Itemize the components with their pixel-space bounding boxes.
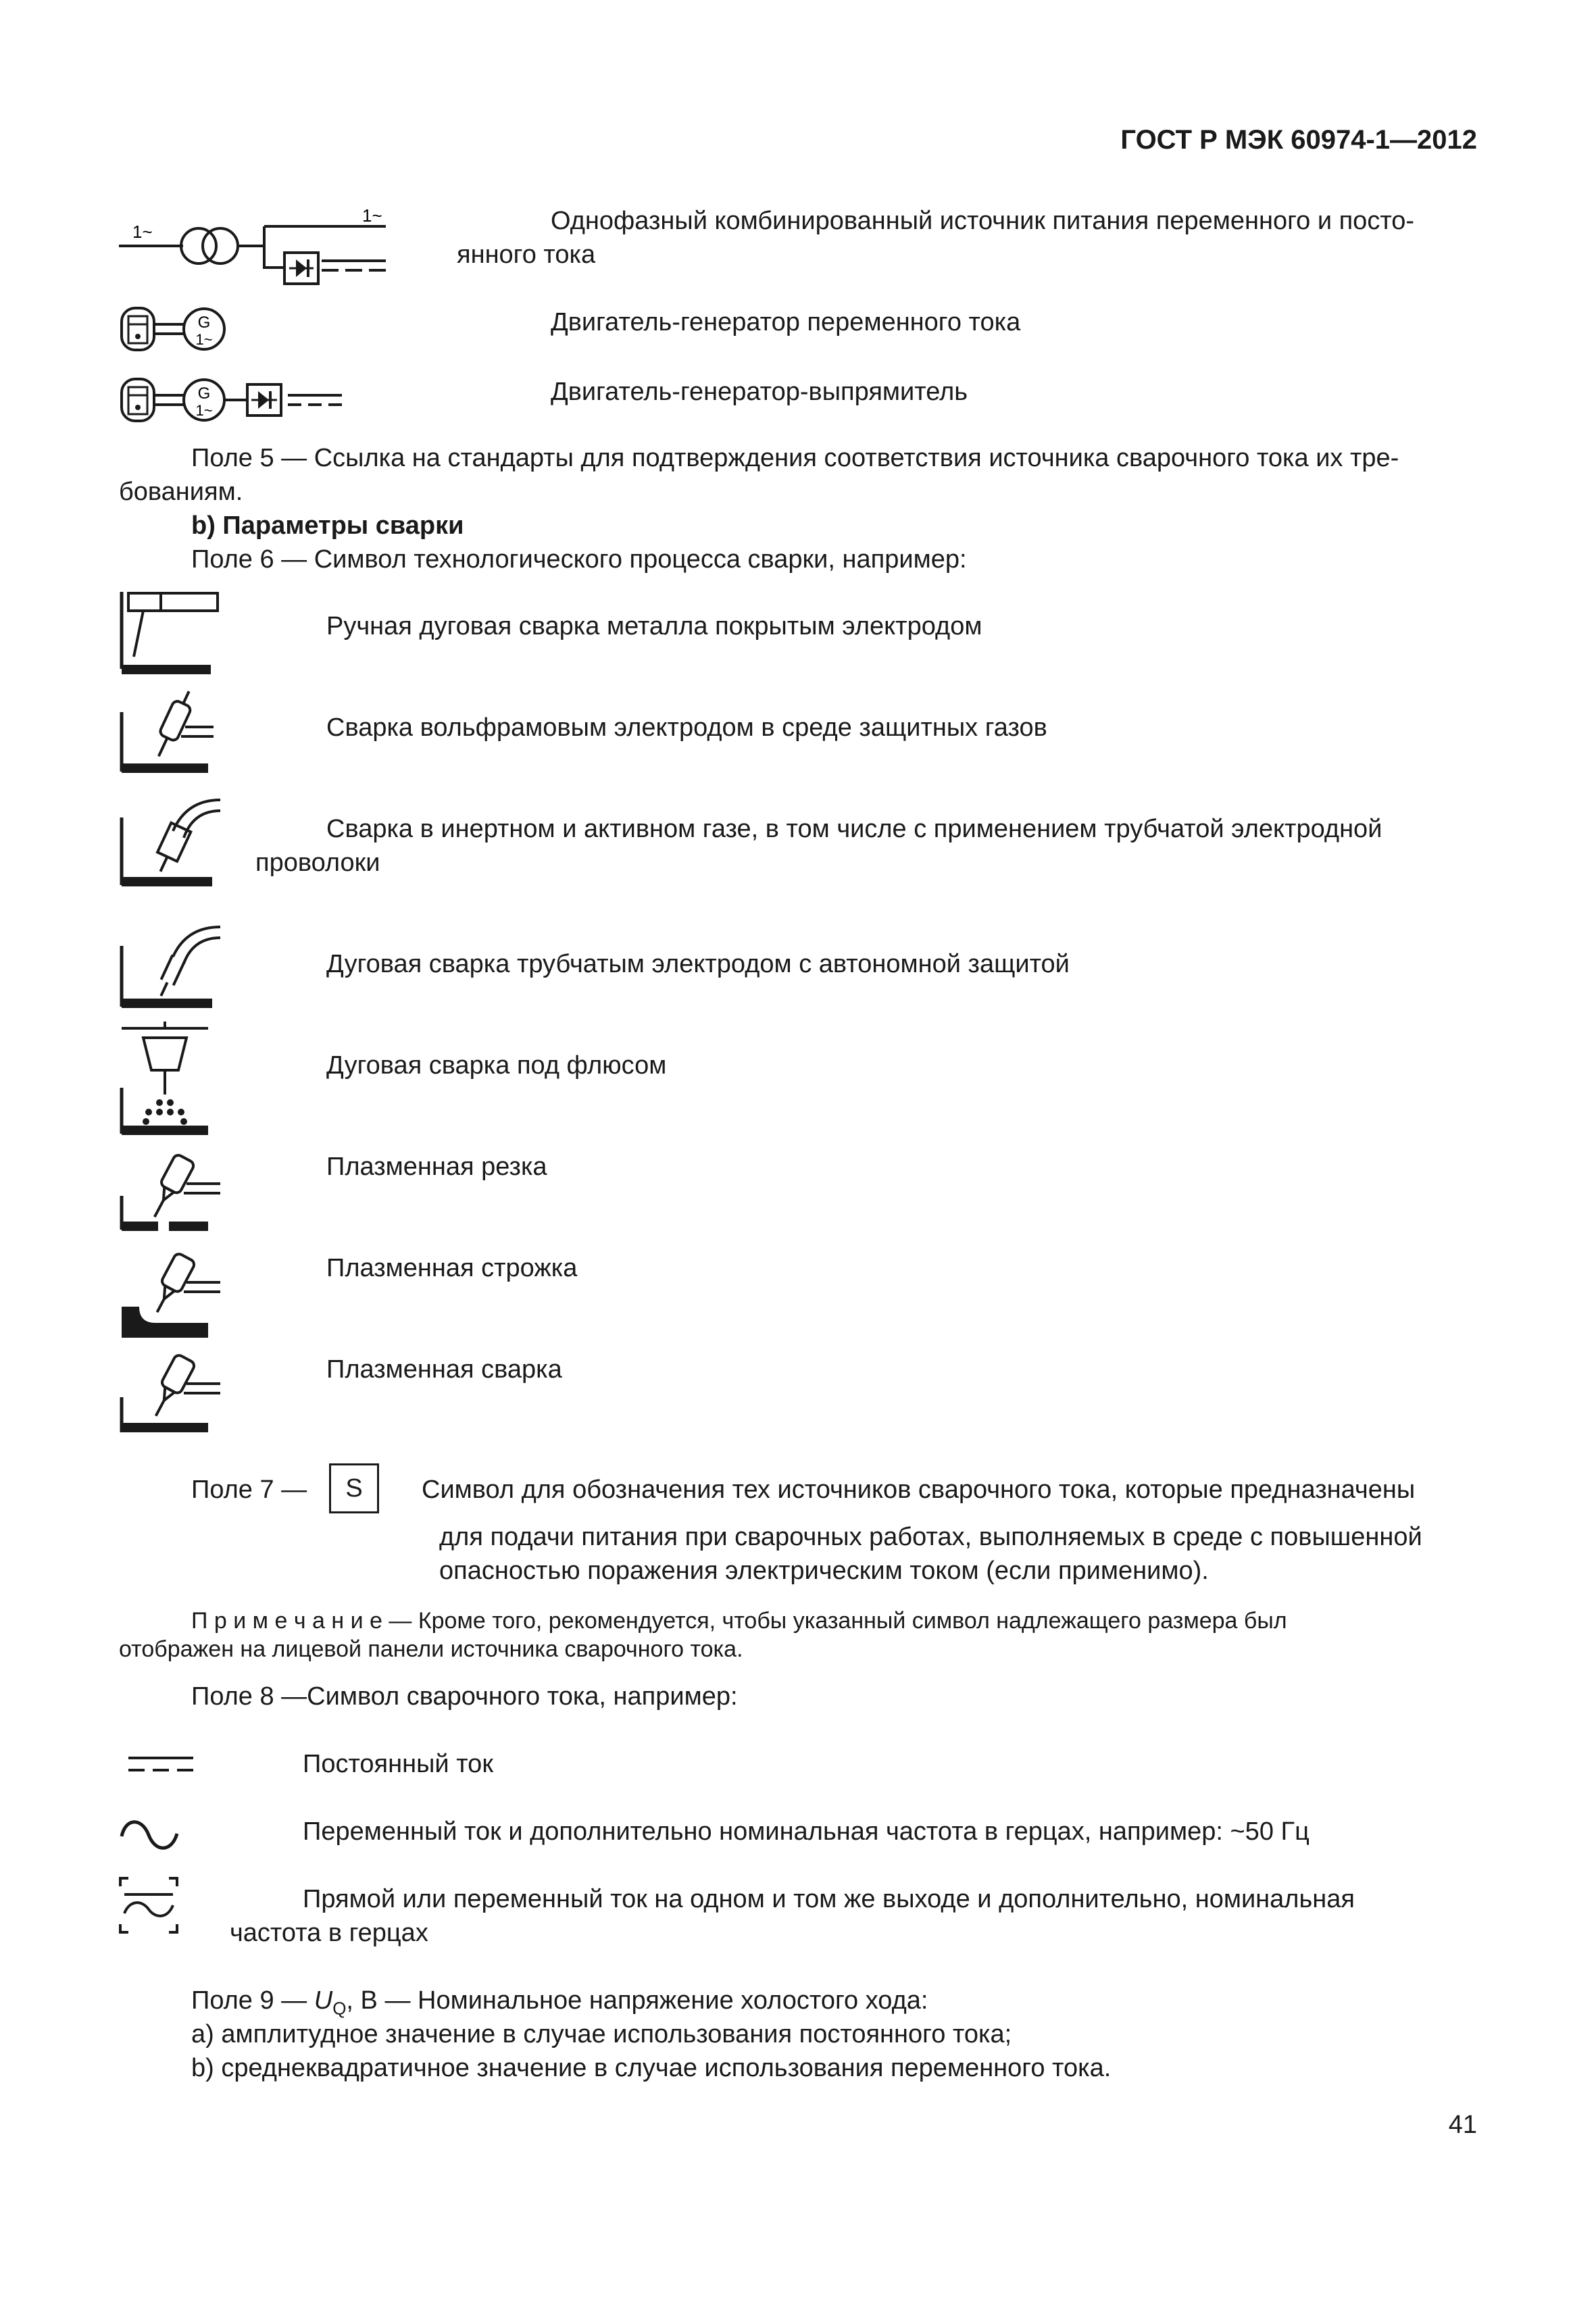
combined-power-source-symbol <box>119 203 389 291</box>
mig-mag-welding-icon <box>119 790 227 892</box>
generator-g-label: G <box>197 384 211 403</box>
field7-line1: Символ для обозначения тех источников сварочного тока, которые предназначены <box>422 1476 1416 1504</box>
ac-current-text: Переменный ток и дополнительно номинальная частота в герцах, например: ~50 Гц <box>303 1817 1310 1846</box>
combined-source-text-2: янного тока <box>457 241 596 269</box>
plasma-welding-icon <box>119 1350 227 1438</box>
self-shielded-flux-cored-icon <box>119 919 227 1013</box>
process-plasma-gouging-text: Плазменная строжка <box>326 1254 578 1282</box>
engine-generator-ac-text: Двигатель-генератор переменного тока <box>551 308 1021 336</box>
dc-current-icon <box>128 1751 196 1778</box>
field6-intro: Поле 6 — Символ технологического процесса сварки, например: <box>191 545 967 574</box>
field8-intro: Поле 8 —Символ сварочного тока, например: <box>191 1682 738 1711</box>
generator-phase-label: 1~ <box>195 402 213 419</box>
engine-generator-rectifier-symbol <box>119 375 362 426</box>
field9-prefix: Поле 9 — <box>191 1986 314 2015</box>
generator-phase-label: 1~ <box>195 331 213 348</box>
s-mark-symbol: S <box>329 1463 379 1513</box>
field9-item-b: b) среднеквадратичное значение в случае использования переменного тока. <box>191 2054 1112 2082</box>
process-tig-text: Сварка вольфрамовым электродом в среде защитных газов <box>326 713 1047 742</box>
ac-dc-current-icon <box>115 1876 182 1936</box>
field5-line2: бованиям. <box>119 478 243 506</box>
note-line1: П р и м е ч а н и е — Кроме того, рекомендуется, чтобы указанный символ надлежащего размера был <box>191 1608 1287 1634</box>
page-number: 41 <box>1448 2111 1477 2139</box>
field7-line2: для подачи питания при сварочных работах, выполняемых в среде с повышенной <box>439 1523 1422 1551</box>
field9-suffix: , В — Номинальное напряжение холостого хода: <box>346 1986 928 2015</box>
document-header: ГОСТ Р МЭК 60974-1—2012 <box>1120 125 1477 155</box>
dc-current-text: Постоянный ток <box>303 1750 493 1778</box>
field9-symbol-sub: Q <box>332 1998 347 2019</box>
process-plasma-welding-text: Плазменная сварка <box>326 1355 562 1384</box>
plasma-cutting-icon <box>119 1149 227 1236</box>
process-saw-text: Дуговая сварка под флюсом <box>326 1051 667 1080</box>
section-b-title: b) Параметры сварки <box>191 511 464 540</box>
mma-welding-icon <box>119 589 227 677</box>
engine-generator-rectifier-text: Двигатель-генератор-выпрямитель <box>551 378 968 406</box>
submerged-arc-icon <box>119 1020 227 1142</box>
process-mig-text-1: Сварка в инертном и активном газе, в том числе с применением трубчатой электродной <box>326 815 1382 843</box>
ac-current-icon <box>119 1815 180 1855</box>
process-mig-text-2: проволоки <box>255 849 380 877</box>
process-fcaw-text: Дуговая сварка трубчатым электродом с автономной защитой <box>326 950 1070 978</box>
field7-line3: опасностью поражения электрическим током (если применимо). <box>439 1557 1209 1585</box>
field7-label: Поле 7 — <box>191 1476 307 1504</box>
engine-generator-ac-symbol <box>119 304 241 355</box>
phase-label-output: 1~ <box>362 205 382 226</box>
ac-dc-text-1: Прямой или переменный ток на одном и том же выходе и дополнительно, номинальная <box>303 1885 1355 1913</box>
field9-symbol-u: U <box>314 1986 333 2015</box>
process-plasma-cutting-text: Плазменная резка <box>326 1153 547 1181</box>
phase-label: 1~ <box>132 222 153 242</box>
process-mma-text: Ручная дуговая сварка металла покрытым электродом <box>326 612 982 640</box>
plasma-gouging-icon <box>119 1249 227 1343</box>
field9-item-a: a) амплитудное значение в случае использования постоянного тока; <box>191 2020 1012 2048</box>
generator-g-label: G <box>197 313 211 332</box>
note-line2: отображен на лицевой панели источника сварочного тока. <box>119 1636 743 1662</box>
ac-dc-text-2: частота в герцах <box>230 1919 428 1947</box>
combined-source-text-1: Однофазный комбинированный источник питания переменного и посто- <box>551 207 1415 235</box>
tig-welding-icon <box>119 685 227 780</box>
field5-line1: Поле 5 — Ссылка на стандарты для подтверждения соответствия источника сварочного тока их тре- <box>191 444 1399 472</box>
